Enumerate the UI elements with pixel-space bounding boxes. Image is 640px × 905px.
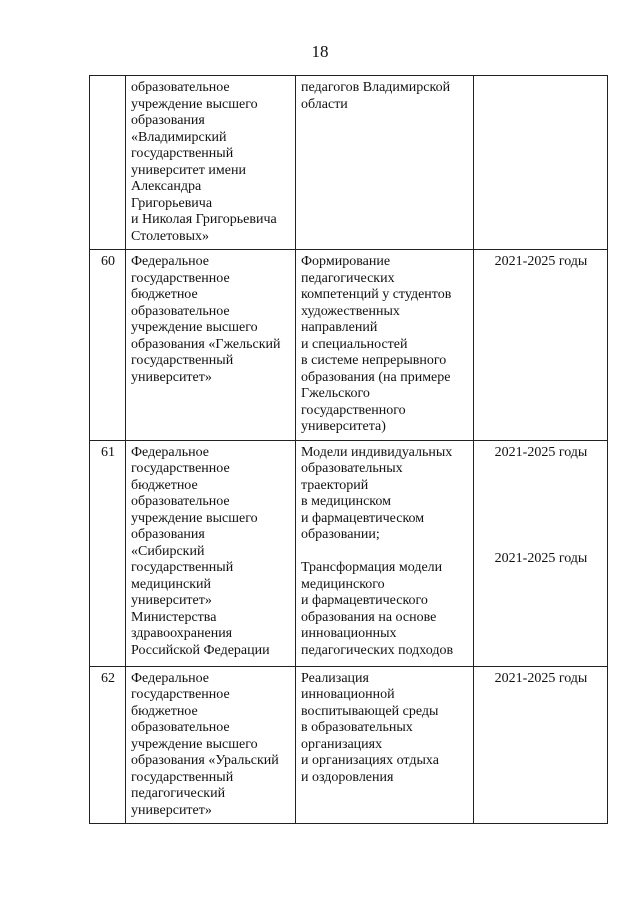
- topic-line: университета): [301, 419, 386, 434]
- topic-line: инновационных: [301, 626, 397, 641]
- topic-cell: [296, 76, 474, 250]
- topic-line: педагогов Владимирской: [301, 80, 451, 95]
- org-line: государственный: [131, 769, 234, 785]
- topic-line: образовательных: [301, 461, 403, 476]
- topic-line: педагогических: [301, 270, 395, 286]
- org-line: учреждение высшего: [131, 96, 258, 112]
- org-line: государственное: [131, 461, 230, 476]
- org-line: Федеральное: [131, 254, 210, 269]
- table-row: [90, 440, 608, 666]
- org-line: образования: [131, 113, 205, 128]
- paragraph-spacer: [301, 544, 469, 561]
- topic-cell: [296, 250, 474, 441]
- org-line: образовательное: [131, 303, 230, 319]
- org-line: и Николая Григорьевича: [131, 212, 277, 227]
- page-number: 18: [311, 42, 329, 61]
- org-line: Российской Федерации: [131, 642, 270, 658]
- organization-cell: [126, 76, 296, 250]
- topic-line: Гжельского: [301, 386, 370, 401]
- org-line: университет имени: [131, 162, 246, 178]
- row-number-cell: 61: [90, 440, 126, 666]
- table-row: [90, 76, 608, 250]
- topic-line: в образовательных: [301, 720, 413, 735]
- topic-line: в системе непрерывного: [301, 353, 447, 368]
- topic-line: области: [301, 96, 348, 112]
- topic-line: образования на основе: [301, 609, 437, 625]
- topic-line: педагогических подходов: [301, 642, 454, 658]
- table-row: [90, 666, 608, 824]
- topic-line: образования (на примере: [301, 369, 451, 385]
- row-number-cell: 62: [90, 666, 126, 824]
- topic-line: и специальностей: [301, 336, 408, 352]
- topic-line: организациях: [301, 736, 383, 752]
- topic-line: воспитывающей среды: [301, 703, 439, 719]
- org-line: университет»: [131, 593, 212, 608]
- org-line: «Сибирский: [131, 543, 205, 559]
- org-line: университет»: [131, 802, 212, 818]
- row-number-cell: 60: [90, 250, 126, 441]
- org-line: здравоохранения: [131, 626, 233, 641]
- topic-line: в медицинском: [301, 494, 391, 509]
- organization-cell: [126, 666, 296, 824]
- org-line: государственный: [131, 353, 234, 368]
- topic-line: художественных: [301, 303, 400, 319]
- org-line: учреждение высшего: [131, 736, 258, 752]
- org-line: Столетовых»: [131, 228, 210, 244]
- topic-line: и фармацевтическом: [301, 510, 425, 526]
- topic-line: и оздоровления: [301, 769, 394, 785]
- org-line: Федеральное: [131, 670, 210, 686]
- programs-table: [89, 75, 608, 824]
- org-line: Григорьевича: [131, 195, 213, 211]
- org-line: государственный: [131, 146, 234, 161]
- topic-cell: [296, 666, 474, 824]
- period-cell: 2021-2025 годы: [474, 250, 608, 441]
- org-line: государственное: [131, 270, 230, 286]
- org-line: образования «Гжельский: [131, 336, 281, 352]
- table-row: [90, 250, 608, 441]
- org-line: Министерства: [131, 609, 217, 625]
- org-line: «Владимирский: [131, 129, 227, 145]
- organization-cell: [126, 250, 296, 441]
- topic-line: и фармацевтического: [301, 593, 428, 608]
- period-cell: 2021-2025 годы: [474, 666, 608, 824]
- org-line: Федеральное: [131, 444, 210, 460]
- topic-line: компетенций у студентов: [301, 287, 452, 302]
- topic-line: образовании;: [301, 527, 380, 542]
- org-line: медицинский: [131, 576, 211, 592]
- row-number-cell: [90, 76, 126, 250]
- org-line: государственный: [131, 560, 234, 575]
- org-line: учреждение высшего: [131, 320, 258, 335]
- topic-line: и организациях отдыха: [301, 753, 439, 768]
- org-line: образования: [131, 527, 205, 542]
- topic-line: государственного: [301, 402, 406, 418]
- org-line: учреждение высшего: [131, 510, 258, 526]
- org-line: бюджетное: [131, 703, 198, 719]
- org-line: образования «Уральский: [131, 753, 279, 768]
- org-line: бюджетное: [131, 287, 198, 302]
- topic-line: инновационной: [301, 687, 395, 702]
- period-text: 2021-2025 годы: [494, 551, 588, 566]
- topic-line: медицинского: [301, 576, 385, 592]
- org-line: университет»: [131, 369, 212, 385]
- topic-line: Модели индивидуальных: [301, 444, 453, 460]
- org-line: бюджетное: [131, 477, 198, 493]
- org-line: образовательное: [131, 720, 230, 735]
- topic-line: Трансформация модели: [301, 560, 443, 575]
- topic-line: направлений: [301, 320, 378, 335]
- org-line: образовательное: [131, 494, 230, 509]
- org-line: государственное: [131, 687, 230, 702]
- period-cell: [474, 76, 608, 250]
- topic-line: траекторий: [301, 477, 369, 493]
- org-line: педагогический: [131, 786, 226, 801]
- period-text: 2021-2025 годы: [494, 444, 588, 460]
- period-cell: [474, 440, 608, 666]
- org-line: образовательное: [131, 80, 230, 95]
- topic-line: Реализация: [301, 670, 369, 686]
- org-line: Александра: [131, 179, 202, 194]
- topic-line: Формирование: [301, 254, 391, 269]
- topic-cell: [296, 440, 474, 666]
- organization-cell: [126, 440, 296, 666]
